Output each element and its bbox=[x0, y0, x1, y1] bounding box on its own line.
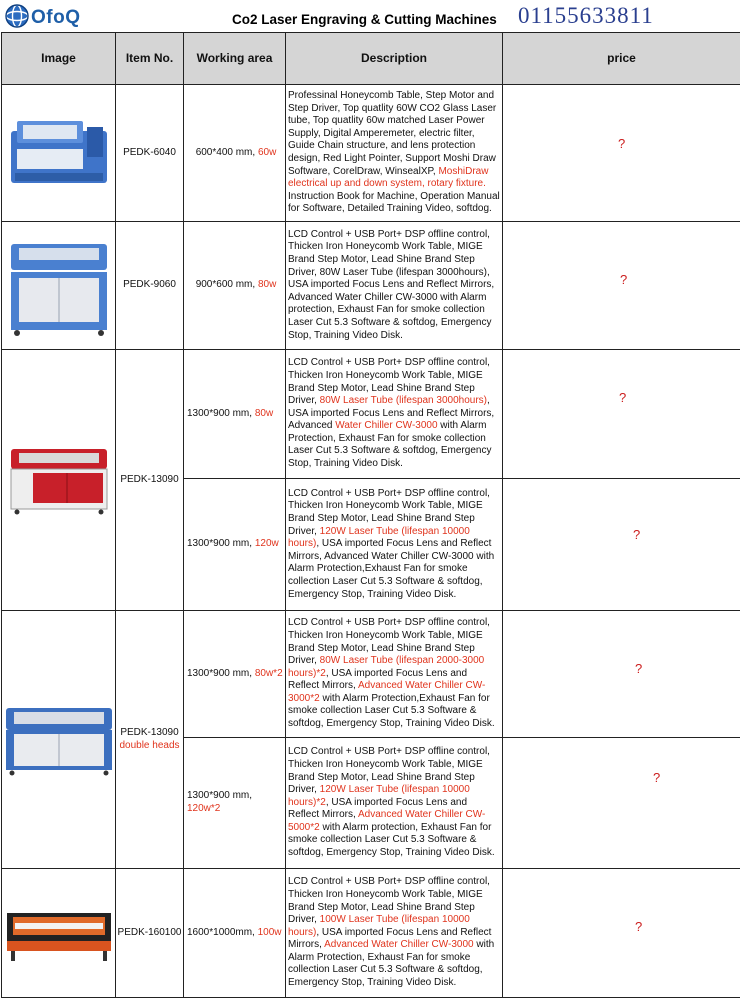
col-header-price: price bbox=[503, 33, 740, 85]
table-row bbox=[2, 350, 740, 479]
description-highlight: 80W Laser Tube (lifespan 3000hours) bbox=[319, 395, 487, 407]
page-title: Co2 Laser Engraving & Cutting Machines bbox=[232, 12, 497, 27]
price-cell bbox=[503, 611, 740, 738]
description-text: , USA imported Focus Lens and Reflect Mirrors, bbox=[288, 796, 467, 821]
item-number-cell bbox=[116, 611, 184, 869]
description-cell bbox=[286, 869, 503, 998]
description-text: LCD Control + USB Port+ DSP offline control, Thicken Iron Honeycomb Work Table, MIGE Brand Step Motor, Lead Shine Brand Step Driver, bbox=[288, 876, 490, 926]
price-value: ? bbox=[618, 136, 626, 151]
description-highlight: Advanced Water Chiller CW-3000 bbox=[324, 939, 474, 951]
col-header-image: Image bbox=[2, 33, 116, 85]
image-cell bbox=[2, 222, 116, 350]
working-area bbox=[184, 611, 286, 738]
col-header-description: Description bbox=[286, 33, 503, 85]
logo-text: OfoQ bbox=[31, 7, 81, 28]
power-value: 120w*2 bbox=[187, 803, 221, 814]
image-cell bbox=[2, 85, 116, 222]
description-highlight: 80W Laser Tube (lifespan 2000-3000 hours)*2 bbox=[288, 655, 485, 679]
description-cell bbox=[286, 479, 503, 611]
table-row bbox=[2, 222, 740, 350]
col-header-item: Item No. bbox=[116, 33, 184, 85]
globe-icon bbox=[4, 3, 34, 29]
price-cell bbox=[503, 85, 740, 222]
description-text: Professinal Honeycomb Table, Step Motor and Step Driver, Top quatlity 60W CO2 Glass Laser tube, Top quatlity 60w matched Laser Power Supply, Digital Amperemeter, electric filter, Guide Chain structure, and lens protection design, Red Light Pointer, Support Moshi Draw Software, CorelDraw, WinsealXP, bbox=[288, 90, 497, 177]
image-cell bbox=[2, 869, 116, 998]
description-text: , USA imported Focus Lens and Reflect Mirrors, bbox=[288, 667, 467, 692]
description-text: , USA imported Focus Lens and Reflect Mirrors, Advanced Water Chiller CW-3000 with Alarm Protection,Exhaust Fan for smoke collection Laser Cut 5.3 Software & softdog, Emergency Stop, Training Video Disk. bbox=[288, 538, 495, 600]
table-header-row bbox=[2, 33, 740, 85]
description-cell bbox=[286, 611, 503, 738]
ofoq-logo bbox=[4, 3, 84, 29]
price-value: ? bbox=[653, 770, 661, 785]
description-text: LCD Control + USB Port+ DSP offline control, Thicken Iron Honeycomb Work Table, MIGE Brand Step Motor, Lead Shine Brand Step Driver, bbox=[288, 487, 490, 537]
description-text: , USA imported Focus Lens and Reflect Mirrors, bbox=[288, 926, 492, 951]
description-highlight: 120W Laser Tube (lifespan 10000 hours) bbox=[288, 525, 470, 550]
area-value: 1300*900 mm, bbox=[187, 667, 255, 679]
working-area bbox=[184, 85, 286, 222]
area-value: 1300*900 mm, bbox=[187, 538, 255, 550]
image-cell bbox=[2, 611, 116, 869]
table-row bbox=[2, 869, 740, 998]
col-header-area: Working area bbox=[184, 33, 286, 85]
description-highlight: 100W Laser Tube (lifespan 10000 hours) bbox=[288, 914, 470, 938]
area-value: 1300*900 mm, bbox=[187, 407, 255, 419]
laser-machine-160100-image bbox=[5, 903, 113, 963]
image-cell bbox=[2, 350, 116, 611]
area-value: 1600*1000mm, bbox=[187, 926, 258, 938]
description-highlight: MoshiDraw electrical up and down system, rotary fixture. bbox=[288, 165, 489, 190]
item-number: PEDK-6040 bbox=[116, 85, 184, 222]
table-row bbox=[2, 611, 740, 738]
description-cell bbox=[286, 738, 503, 869]
price-value: ? bbox=[635, 919, 643, 934]
power-value: 120w bbox=[254, 538, 279, 550]
description-text: LCD Control + USB Port+ DSP offline control, Thicken Iron Honeycomb Work Table, MIGE Brand Step Motor, Lead Shine Brand Step Driver, bbox=[288, 617, 490, 667]
description-highlight: Advanced Water Chiller CW-5000*2 bbox=[288, 809, 486, 833]
price-cell bbox=[503, 222, 740, 350]
laser-machine-13090-image bbox=[9, 445, 109, 515]
description-text: Instruction Book for Machine, Operation Manual for Software, Detailed Training Video, softdog. bbox=[288, 190, 500, 215]
price-cell bbox=[503, 479, 740, 611]
item-number: PEDK-9060 bbox=[116, 222, 184, 350]
price-value: ? bbox=[633, 527, 641, 542]
price-value: ? bbox=[620, 272, 628, 287]
product-table bbox=[1, 32, 740, 998]
area-value: 900*600 mm, bbox=[195, 279, 258, 291]
price-cell bbox=[503, 869, 740, 998]
area-value: 1300*900 mm, bbox=[187, 790, 253, 802]
description-cell bbox=[286, 350, 503, 479]
description-text: LCD Control + USB Port+ DSP offline control, Thicken Iron Honeycomb Work Table, MIGE Brand Step Motor, Lead Shine Brand Step Driver, bbox=[288, 357, 490, 407]
item-note: double heads bbox=[119, 739, 180, 751]
description-text: with Alarm Protection, Exhaust Fan for smoke collection Laser Cut 5.3 Software & softdog, Emergency Stop, Training Video Disk. bbox=[288, 420, 492, 470]
price-cell bbox=[503, 738, 740, 869]
laser-machine-6040-image bbox=[9, 117, 109, 189]
description-text: , USA imported Focus Lens and Reflect Mirrors, Advanced bbox=[288, 395, 495, 432]
power-value: 80w bbox=[257, 279, 277, 291]
item-number: PEDK-13090 bbox=[116, 350, 184, 611]
working-area bbox=[184, 479, 286, 611]
item-number: PEDK-160100 bbox=[116, 869, 184, 998]
price-value: ? bbox=[619, 390, 627, 405]
power-value: 100w bbox=[257, 926, 282, 938]
power-value: 80w*2 bbox=[254, 667, 283, 679]
item-number: PEDK-13090 bbox=[120, 726, 179, 738]
description-text: LCD Control + USB Port+ DSP offline control, Thicken Iron Honeycomb Work Table, MIGE Brand Step Motor, Lead Shine Brand Step Driver, 80W Laser Tube (lifespan 3000hours), USA imported Focus Lens and Reflect Mirrors, Advanced Water Chiller CW-3000 with Alarm protection, Exhaust Fan for smoke collection Laser Cut 5.3 Software & softdog, Emergency Stop, Training Video Disk. bbox=[288, 228, 495, 341]
power-value: 80w bbox=[254, 407, 274, 419]
description-text: with Alarm Protection,Exhaust Fan for smoke collection Laser Cut 5.3 Software & softdog, Emergency Stop, Training Video Disk. bbox=[288, 692, 495, 730]
description-highlight: Advanced Water Chiller CW-3000*2 bbox=[288, 680, 486, 704]
description-highlight: 120W Laser Tube (lifespan 10000 hours)*2 bbox=[288, 784, 470, 808]
power-value: 60w bbox=[257, 146, 277, 158]
description-text: with Alarm Protection, Exhaust Fan for smoke collection Laser Cut 5.3 Software & softdog, Emergency Stop, Training Video Disk. bbox=[288, 939, 495, 989]
working-area bbox=[184, 222, 286, 350]
laser-machine-13090-double-image bbox=[4, 704, 114, 776]
description-cell bbox=[286, 85, 503, 222]
table-row bbox=[2, 85, 740, 222]
description-text: with Alarm protection, Exhaust Fan for smoke collection Laser Cut 5.3 Software & softdog, Emergency Stop, Training Video Disk. bbox=[288, 821, 495, 859]
description-text: LCD Control + USB Port+ DSP offline control, Thicken Iron Honeycomb Work Table, MIGE Brand Step Motor, Lead Shine Brand Step Driver, bbox=[288, 746, 490, 796]
area-value: 600*400 mm, bbox=[195, 146, 258, 158]
working-area bbox=[184, 869, 286, 998]
working-area bbox=[184, 738, 286, 869]
phone-number: 01155633811 bbox=[518, 3, 654, 28]
working-area bbox=[184, 350, 286, 479]
price-value: ? bbox=[635, 661, 643, 676]
description-highlight: Water Chiller CW-3000 bbox=[335, 420, 438, 432]
price-cell bbox=[503, 350, 740, 479]
page-header bbox=[0, 0, 740, 32]
laser-machine-9060-image bbox=[7, 234, 111, 338]
description-cell bbox=[286, 222, 503, 350]
